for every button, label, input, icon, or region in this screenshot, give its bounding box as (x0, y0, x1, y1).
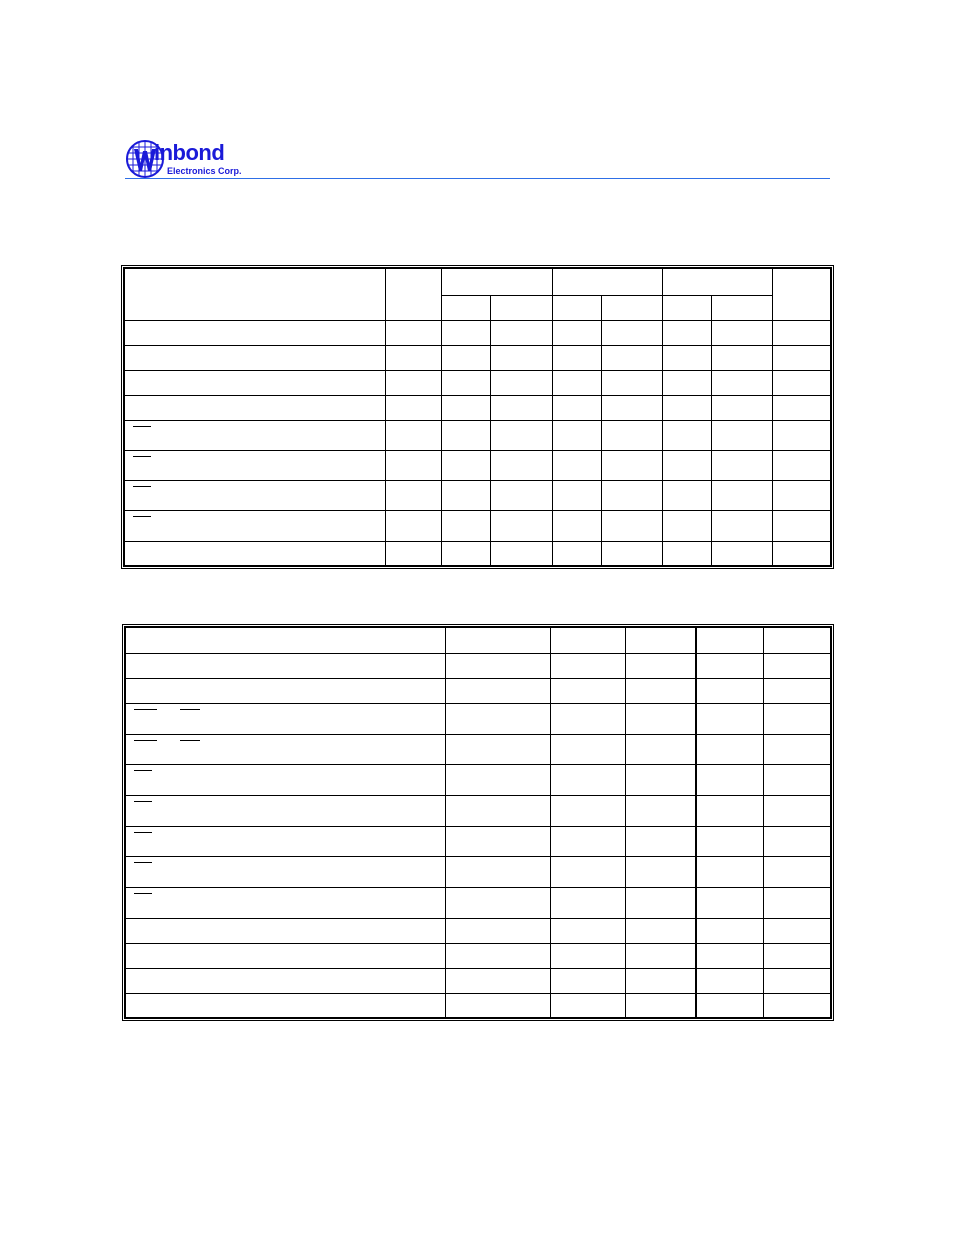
cell (696, 734, 763, 764)
header-cell (445, 627, 550, 653)
header-cell (773, 268, 831, 320)
cell-overbar (124, 450, 386, 480)
cell (550, 795, 625, 826)
cell (712, 450, 773, 480)
cell (625, 703, 696, 734)
cell (763, 887, 831, 918)
table-row (125, 795, 831, 826)
cell (662, 420, 711, 450)
cell (763, 764, 831, 795)
cell (552, 320, 601, 345)
cell (386, 345, 442, 370)
overbar-mark (134, 740, 157, 741)
cell (445, 826, 550, 856)
overbar-mark (133, 486, 151, 487)
cell (550, 764, 625, 795)
cell (662, 370, 711, 395)
cell (625, 918, 696, 943)
cell (601, 370, 662, 395)
table-row (124, 480, 831, 510)
table-row (125, 678, 831, 703)
cell (442, 420, 490, 450)
header-cell (124, 268, 386, 320)
cell (550, 653, 625, 678)
cell (763, 653, 831, 678)
table-row (124, 541, 831, 566)
subheader-cell (442, 295, 490, 320)
table-row (124, 345, 831, 370)
header-cell (550, 627, 625, 653)
cell (773, 541, 831, 566)
cell (550, 678, 625, 703)
table-row (125, 943, 831, 968)
cell (696, 918, 763, 943)
table-row (125, 856, 831, 887)
overbar-mark (134, 862, 152, 863)
cell (696, 703, 763, 734)
overbar-mark (133, 516, 151, 517)
header-rule (125, 178, 830, 179)
table-row (124, 395, 831, 420)
header-group-cell (662, 268, 772, 295)
table-row (125, 993, 831, 1018)
cell (552, 510, 601, 541)
cell (125, 918, 445, 943)
cell-overbar (125, 795, 445, 826)
cell (625, 993, 696, 1018)
cell (550, 856, 625, 887)
cell (625, 968, 696, 993)
cell (696, 826, 763, 856)
table-row (125, 918, 831, 943)
table-row (125, 653, 831, 678)
cell (712, 320, 773, 345)
overbar-mark (134, 709, 157, 710)
cell (550, 943, 625, 968)
cell (386, 320, 442, 345)
cell (773, 320, 831, 345)
table-row (125, 734, 831, 764)
spec-table-2 (124, 626, 832, 1019)
cell (773, 395, 831, 420)
cell (445, 887, 550, 918)
cell (696, 764, 763, 795)
cell (601, 420, 662, 450)
header-cell (386, 268, 442, 320)
brand-name: inbond (154, 140, 225, 165)
cell (601, 345, 662, 370)
page-header (125, 136, 830, 182)
cell (445, 856, 550, 887)
cell (763, 703, 831, 734)
cell (550, 826, 625, 856)
cell (696, 795, 763, 826)
header-cell (763, 627, 831, 653)
cell (124, 370, 386, 395)
cell (696, 887, 763, 918)
cell (490, 370, 552, 395)
cell (552, 395, 601, 420)
cell (445, 993, 550, 1018)
cell (601, 541, 662, 566)
cell (490, 450, 552, 480)
cell (125, 968, 445, 993)
cell-overbar (124, 510, 386, 541)
cell-overbar (124, 480, 386, 510)
cell (442, 510, 490, 541)
cell (442, 370, 490, 395)
cell (552, 541, 601, 566)
cell (125, 678, 445, 703)
cell (445, 943, 550, 968)
cell (386, 395, 442, 420)
table-row (124, 450, 831, 480)
cell (773, 450, 831, 480)
table-row (124, 370, 831, 395)
table-row (124, 510, 831, 541)
cell (662, 345, 711, 370)
cell (712, 395, 773, 420)
cell (763, 795, 831, 826)
cell (763, 826, 831, 856)
cell (490, 395, 552, 420)
cell (625, 795, 696, 826)
cell (763, 993, 831, 1018)
cell (490, 320, 552, 345)
cell (490, 345, 552, 370)
cell (550, 887, 625, 918)
header-cell (125, 627, 445, 653)
header-group-cell (552, 268, 662, 295)
cell (442, 395, 490, 420)
cell (445, 734, 550, 764)
cell (550, 703, 625, 734)
overbar-mark (134, 770, 152, 771)
cell (442, 480, 490, 510)
table-row (124, 320, 831, 345)
cell (773, 420, 831, 450)
overbar-mark (134, 893, 152, 894)
overbar-mark (133, 426, 151, 427)
cell (552, 345, 601, 370)
cell (696, 943, 763, 968)
cell (773, 370, 831, 395)
cell (773, 510, 831, 541)
cell (386, 541, 442, 566)
cell (773, 345, 831, 370)
cell (552, 480, 601, 510)
cell (601, 320, 662, 345)
cell (125, 943, 445, 968)
cell (386, 420, 442, 450)
cell (550, 968, 625, 993)
cell (712, 541, 773, 566)
cell (696, 968, 763, 993)
cell (625, 856, 696, 887)
overbar-mark (180, 709, 200, 710)
cell (124, 345, 386, 370)
cell (490, 510, 552, 541)
cell (386, 450, 442, 480)
cell (662, 541, 711, 566)
cell (442, 450, 490, 480)
cell (696, 993, 763, 1018)
cell-overbar (125, 764, 445, 795)
cell (601, 480, 662, 510)
subheader-cell (552, 295, 601, 320)
table-row (125, 703, 831, 734)
cell (386, 370, 442, 395)
cell (386, 510, 442, 541)
cell (386, 480, 442, 510)
cell (763, 968, 831, 993)
cell (712, 480, 773, 510)
spec-table-1 (123, 267, 832, 567)
cell-double-overbar (125, 734, 445, 764)
cell (662, 510, 711, 541)
header-group-cell (442, 268, 552, 295)
cell (124, 541, 386, 566)
overbar-mark (134, 801, 152, 802)
cell (601, 395, 662, 420)
cell (490, 420, 552, 450)
header-cell (696, 627, 763, 653)
cell (442, 320, 490, 345)
cell (124, 395, 386, 420)
cell (625, 653, 696, 678)
cell (552, 370, 601, 395)
cell (662, 450, 711, 480)
overbar-mark (180, 740, 200, 741)
cell-overbar (125, 826, 445, 856)
cell-overbar (124, 420, 386, 450)
subheader-cell (712, 295, 773, 320)
cell-overbar (125, 856, 445, 887)
cell (763, 734, 831, 764)
cell (696, 653, 763, 678)
cell (625, 678, 696, 703)
cell-double-overbar (125, 703, 445, 734)
cell (662, 320, 711, 345)
table-row (125, 887, 831, 918)
cell (445, 703, 550, 734)
cell (625, 734, 696, 764)
cell (445, 795, 550, 826)
cell (625, 943, 696, 968)
cell (712, 420, 773, 450)
table-header-row (124, 268, 831, 295)
cell (550, 993, 625, 1018)
cell (662, 395, 711, 420)
cell (125, 653, 445, 678)
cell (763, 918, 831, 943)
cell (712, 370, 773, 395)
cell (550, 734, 625, 764)
cell (550, 918, 625, 943)
table-row (125, 826, 831, 856)
cell (763, 943, 831, 968)
brand-subtitle: Electronics Corp. (167, 166, 242, 176)
cell (625, 764, 696, 795)
cell (773, 480, 831, 510)
cell (696, 678, 763, 703)
cell (445, 764, 550, 795)
cell (442, 345, 490, 370)
cell (490, 541, 552, 566)
overbar-mark (133, 456, 151, 457)
cell (445, 918, 550, 943)
cell (601, 450, 662, 480)
cell (445, 653, 550, 678)
cell (763, 678, 831, 703)
cell (712, 510, 773, 541)
cell-overbar (125, 887, 445, 918)
cell (125, 993, 445, 1018)
subheader-cell (662, 295, 711, 320)
cell (124, 320, 386, 345)
cell (445, 678, 550, 703)
cell (552, 420, 601, 450)
cell (662, 480, 711, 510)
table-row (125, 764, 831, 795)
subheader-cell (490, 295, 552, 320)
subheader-cell (601, 295, 662, 320)
cell (712, 345, 773, 370)
cell (445, 968, 550, 993)
cell (490, 480, 552, 510)
table-row (125, 968, 831, 993)
cell (442, 541, 490, 566)
cell (763, 856, 831, 887)
overbar-mark (134, 832, 152, 833)
table-header-row (125, 627, 831, 653)
cell (696, 856, 763, 887)
cell (601, 510, 662, 541)
table-row (124, 420, 831, 450)
cell (625, 887, 696, 918)
cell (625, 826, 696, 856)
cell (552, 450, 601, 480)
header-cell (625, 627, 696, 653)
